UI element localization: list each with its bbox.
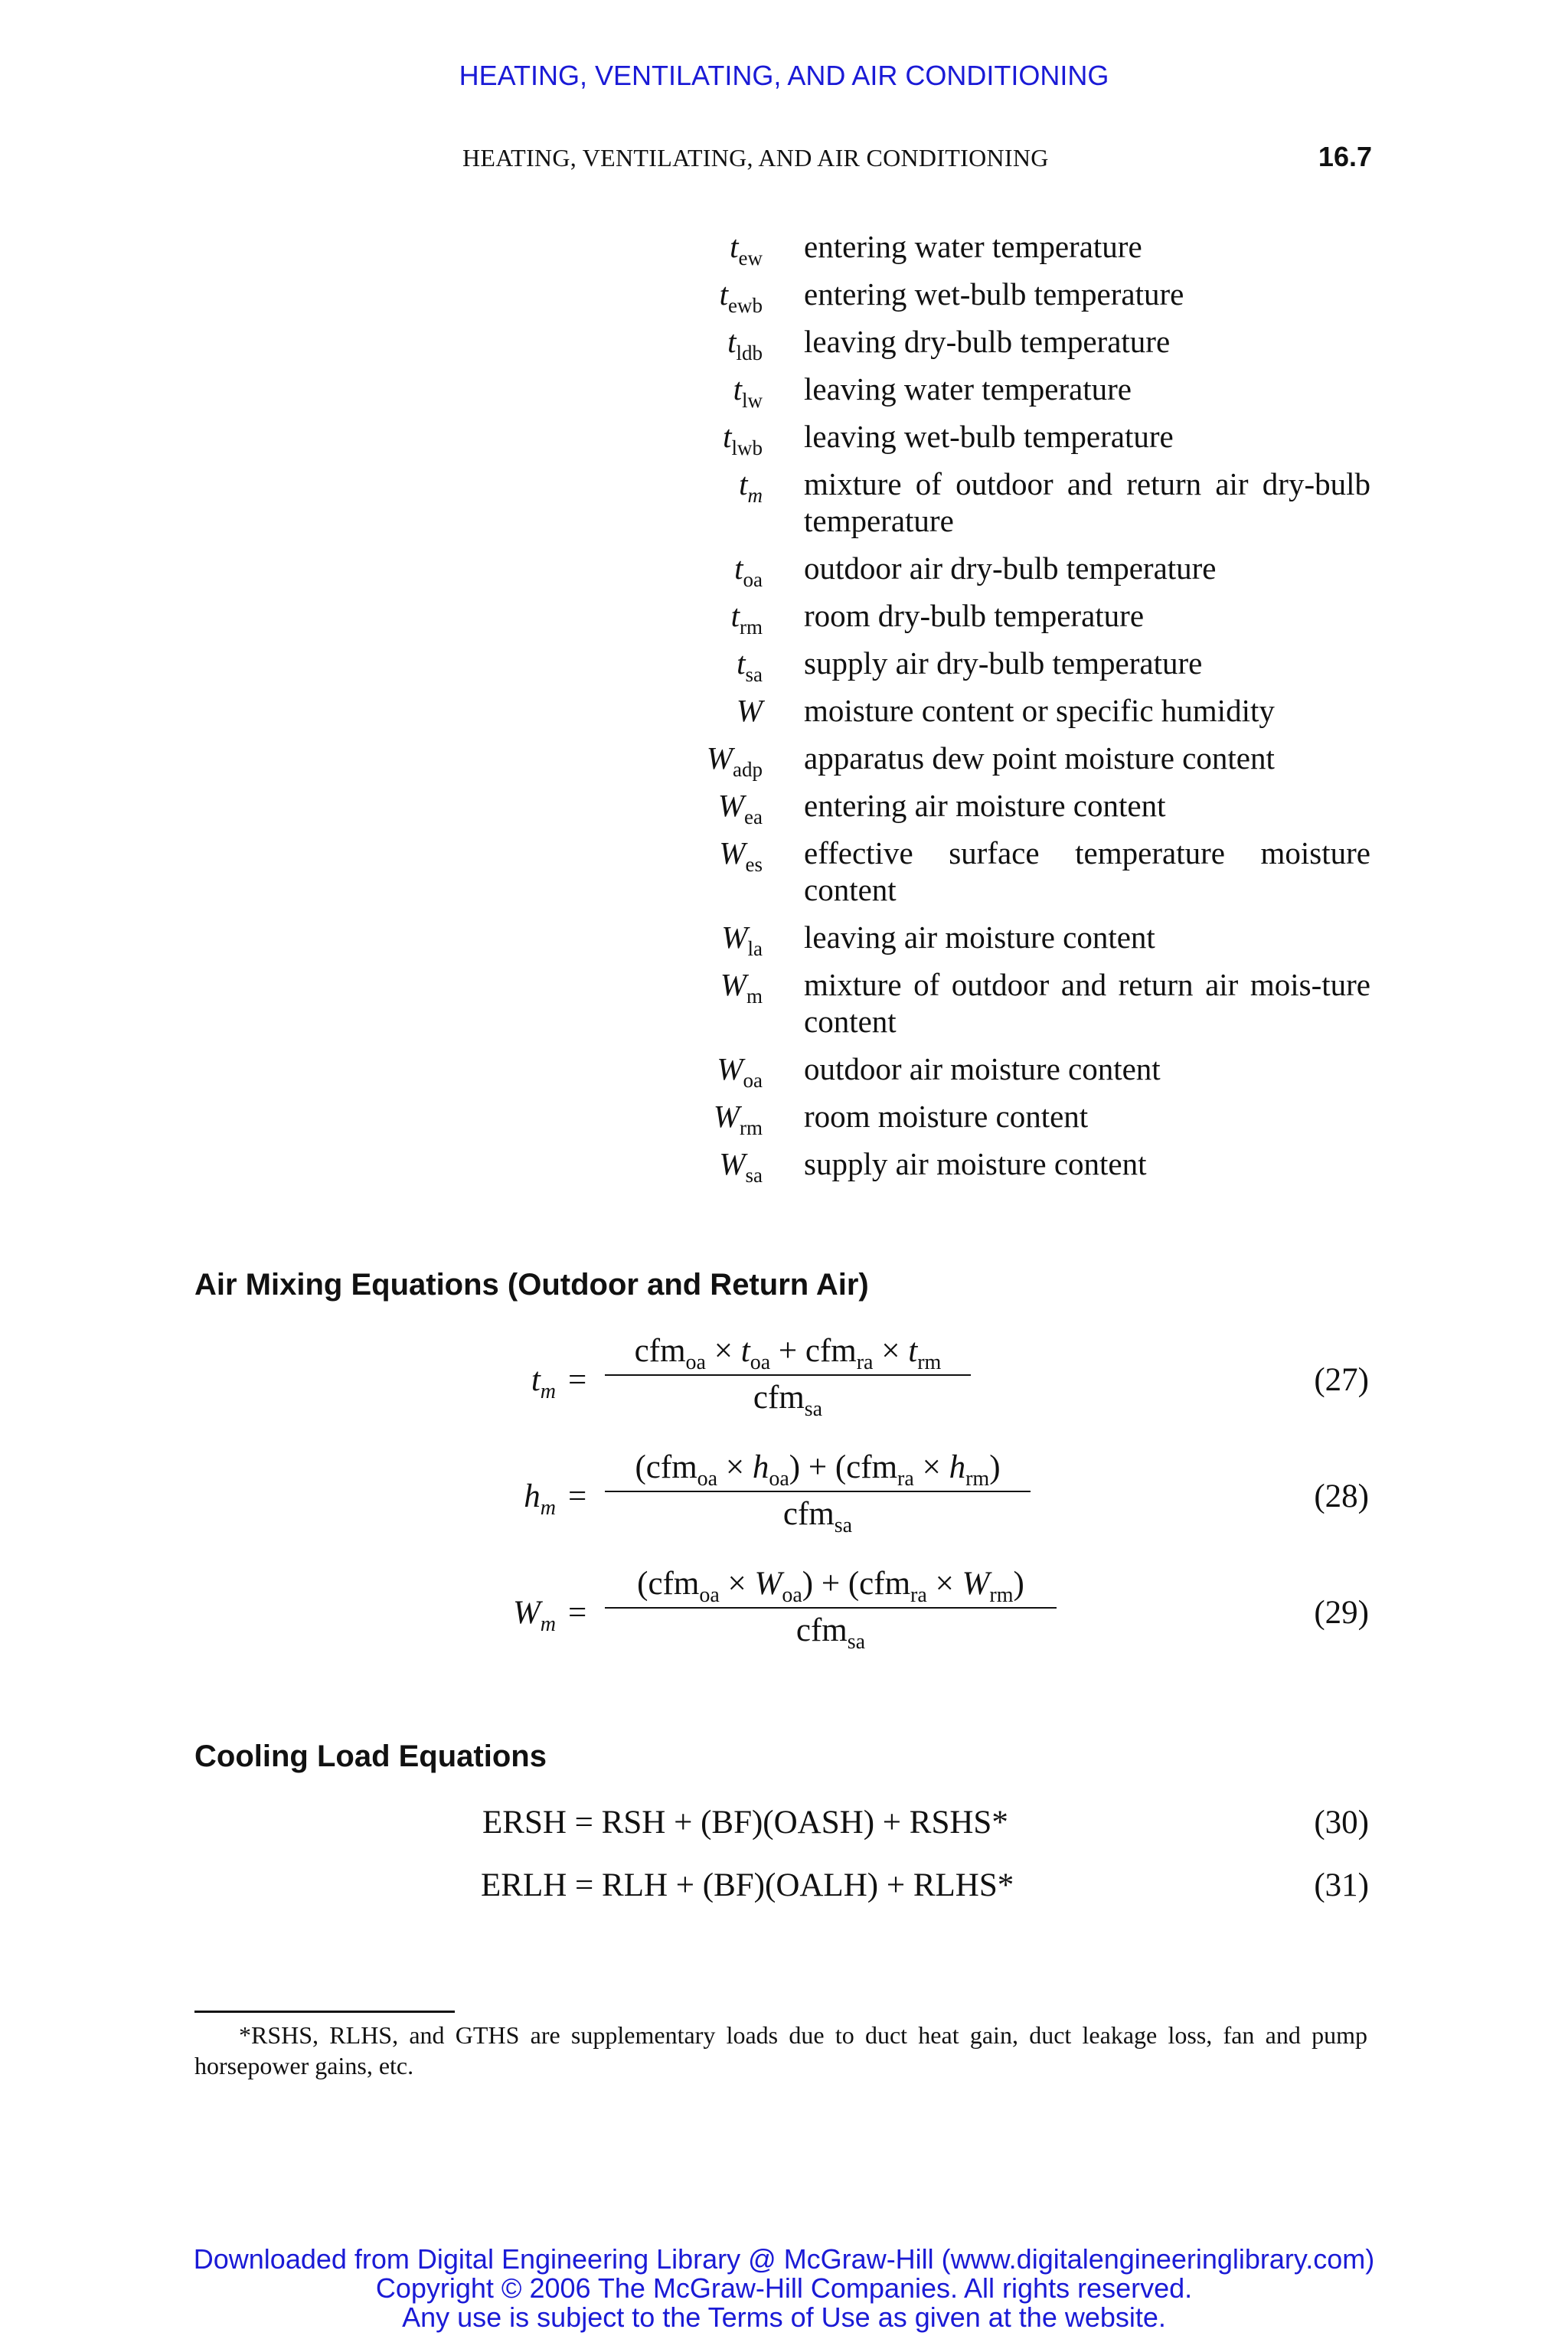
symbol-definition: outdoor air moisture content bbox=[804, 1051, 1161, 1086]
equation-lhs: $W_m$ bbox=[512, 1595, 556, 1636]
symbol-list bbox=[658, 228, 1370, 1193]
symbol-definition: apparatus dew point moisture content bbox=[804, 740, 1275, 776]
symbol-definition: entering air moisture content bbox=[804, 788, 1166, 823]
symbol-row bbox=[658, 1098, 1370, 1145]
symbol: $t_{ewb}$ bbox=[719, 276, 763, 317]
symbol: $W_{oa}$ bbox=[717, 1051, 763, 1092]
symbol: $t_{rm}$ bbox=[730, 598, 763, 639]
equation-text: ERSH = RSH + (BF)(OASH) + RSHS* bbox=[482, 1805, 1008, 1841]
equation-fraction: $(cfm_{oa} \times W_{oa}) + (cfm_{ra} \times W_{rm})$ cfm$_{sa}$ bbox=[605, 1565, 1057, 1649]
symbol: $t_{lwb}$ bbox=[723, 419, 763, 459]
symbol-row bbox=[658, 228, 1370, 276]
symbol-definition: outdoor air dry-bulb temperature bbox=[804, 550, 1217, 586]
running-head: HEATING, VENTILATING, AND AIR CONDITIONING bbox=[462, 144, 1049, 172]
equation-number: (30) bbox=[1314, 1805, 1369, 1841]
symbol-row bbox=[658, 597, 1370, 645]
symbol-row bbox=[658, 1145, 1370, 1193]
symbol: $W_{rm}$ bbox=[713, 1099, 763, 1139]
symbol-row bbox=[658, 550, 1370, 597]
symbol-definition: entering water temperature bbox=[804, 229, 1142, 264]
symbol: $W_{es}$ bbox=[719, 835, 763, 876]
symbol-row bbox=[658, 276, 1370, 323]
symbol: $t_{oa}$ bbox=[734, 550, 763, 591]
section-heading-air-mixing: Air Mixing Equations (Outdoor and Return Air) bbox=[194, 1268, 869, 1302]
footnote: *RSHS, RLHS, and GTHS are supplementary loads due to duct heat gain, duct leakage loss, fan and pump horsepower gains, etc. bbox=[194, 2021, 1367, 2079]
footnote-rule bbox=[194, 2011, 455, 2013]
footer-terms[interactable]: Any use is subject to the Terms of Use as given at the website. bbox=[402, 2301, 1166, 2333]
symbol: $W_{la}$ bbox=[721, 920, 763, 960]
symbol: $W_{adp}$ bbox=[706, 740, 763, 781]
equation-number: (28) bbox=[1314, 1478, 1369, 1514]
equation-number: (27) bbox=[1314, 1362, 1369, 1398]
symbol-row bbox=[658, 835, 1370, 919]
symbol: $W_{ea}$ bbox=[717, 788, 763, 828]
footer-copyright: Copyright © 2006 The McGraw-Hill Companies. All rights reserved. bbox=[375, 2272, 1193, 2304]
equation-fraction: $cfm_{oa} \times t_{oa} + cfm_{ra} \times t_{rm}$ cfm$_{sa}$ bbox=[605, 1332, 971, 1416]
symbol-definition: mixture of outdoor and return air dry-bulb temperature bbox=[804, 466, 1370, 538]
equation-number: (29) bbox=[1314, 1595, 1369, 1631]
symbol: $W_m$ bbox=[720, 967, 763, 1008]
symbol-definition: mixture of outdoor and return air mois-ture content bbox=[804, 967, 1370, 1039]
symbol-definition: leaving dry-bulb temperature bbox=[804, 324, 1171, 359]
equation-text: ERLH = RLH + (BF)(OALH) + RLHS* bbox=[481, 1867, 1014, 1903]
symbol-row bbox=[658, 466, 1370, 550]
symbol-definition: leaving wet-bulb temperature bbox=[804, 419, 1174, 454]
equation-number: (31) bbox=[1314, 1867, 1369, 1903]
symbol-definition: room dry-bulb temperature bbox=[804, 598, 1145, 633]
symbol-definition: room moisture content bbox=[804, 1099, 1089, 1134]
symbol: $t_{sa}$ bbox=[737, 645, 763, 686]
symbol-definition: leaving air moisture content bbox=[804, 920, 1155, 955]
symbol-definition: supply air dry-bulb temperature bbox=[804, 645, 1203, 681]
equation-fraction: $(cfm_{oa} \times h_{oa}) + (cfm_{ra} \times h_{rm})$ cfm$_{sa}$ bbox=[605, 1449, 1031, 1533]
equation-lhs: $t_m$ bbox=[531, 1362, 556, 1403]
section-heading-cooling-load: Cooling Load Equations bbox=[194, 1740, 547, 1773]
symbol-row bbox=[658, 692, 1370, 740]
symbol-definition: entering wet-bulb temperature bbox=[804, 276, 1184, 312]
footer-download-link[interactable]: Downloaded from Digital Engineering Library @ McGraw-Hill (www.digitalengineeringlibrary.com) bbox=[193, 2243, 1375, 2275]
symbol-definition: moisture content or specific humidity bbox=[804, 693, 1275, 728]
header-link[interactable]: HEATING, VENTILATING, AND AIR CONDITIONING bbox=[459, 60, 1109, 91]
symbol-definition: leaving water temperature bbox=[804, 371, 1132, 407]
symbol: $t_{ew}$ bbox=[730, 229, 763, 270]
symbol-row bbox=[658, 966, 1370, 1050]
symbol-row bbox=[658, 645, 1370, 692]
symbol-definition: supply air moisture content bbox=[804, 1146, 1147, 1181]
symbol-row bbox=[658, 323, 1370, 371]
equation-lhs: $h_m$ bbox=[524, 1478, 556, 1520]
symbol-row bbox=[658, 787, 1370, 835]
symbol: $t_m$ bbox=[739, 466, 763, 507]
symbol-row bbox=[658, 1050, 1370, 1098]
symbol-row bbox=[658, 740, 1370, 787]
symbol: $t_{ldb}$ bbox=[727, 324, 763, 364]
symbol: $t_{lw}$ bbox=[733, 371, 763, 412]
symbol-row bbox=[658, 919, 1370, 966]
symbol: W bbox=[736, 693, 763, 728]
symbol-definition: effective surface temperature moisture content bbox=[804, 835, 1370, 907]
symbol-row bbox=[658, 371, 1370, 418]
page-number: 16.7 bbox=[1318, 141, 1372, 172]
symbol: $W_{sa}$ bbox=[719, 1146, 763, 1187]
symbol-row bbox=[658, 418, 1370, 466]
